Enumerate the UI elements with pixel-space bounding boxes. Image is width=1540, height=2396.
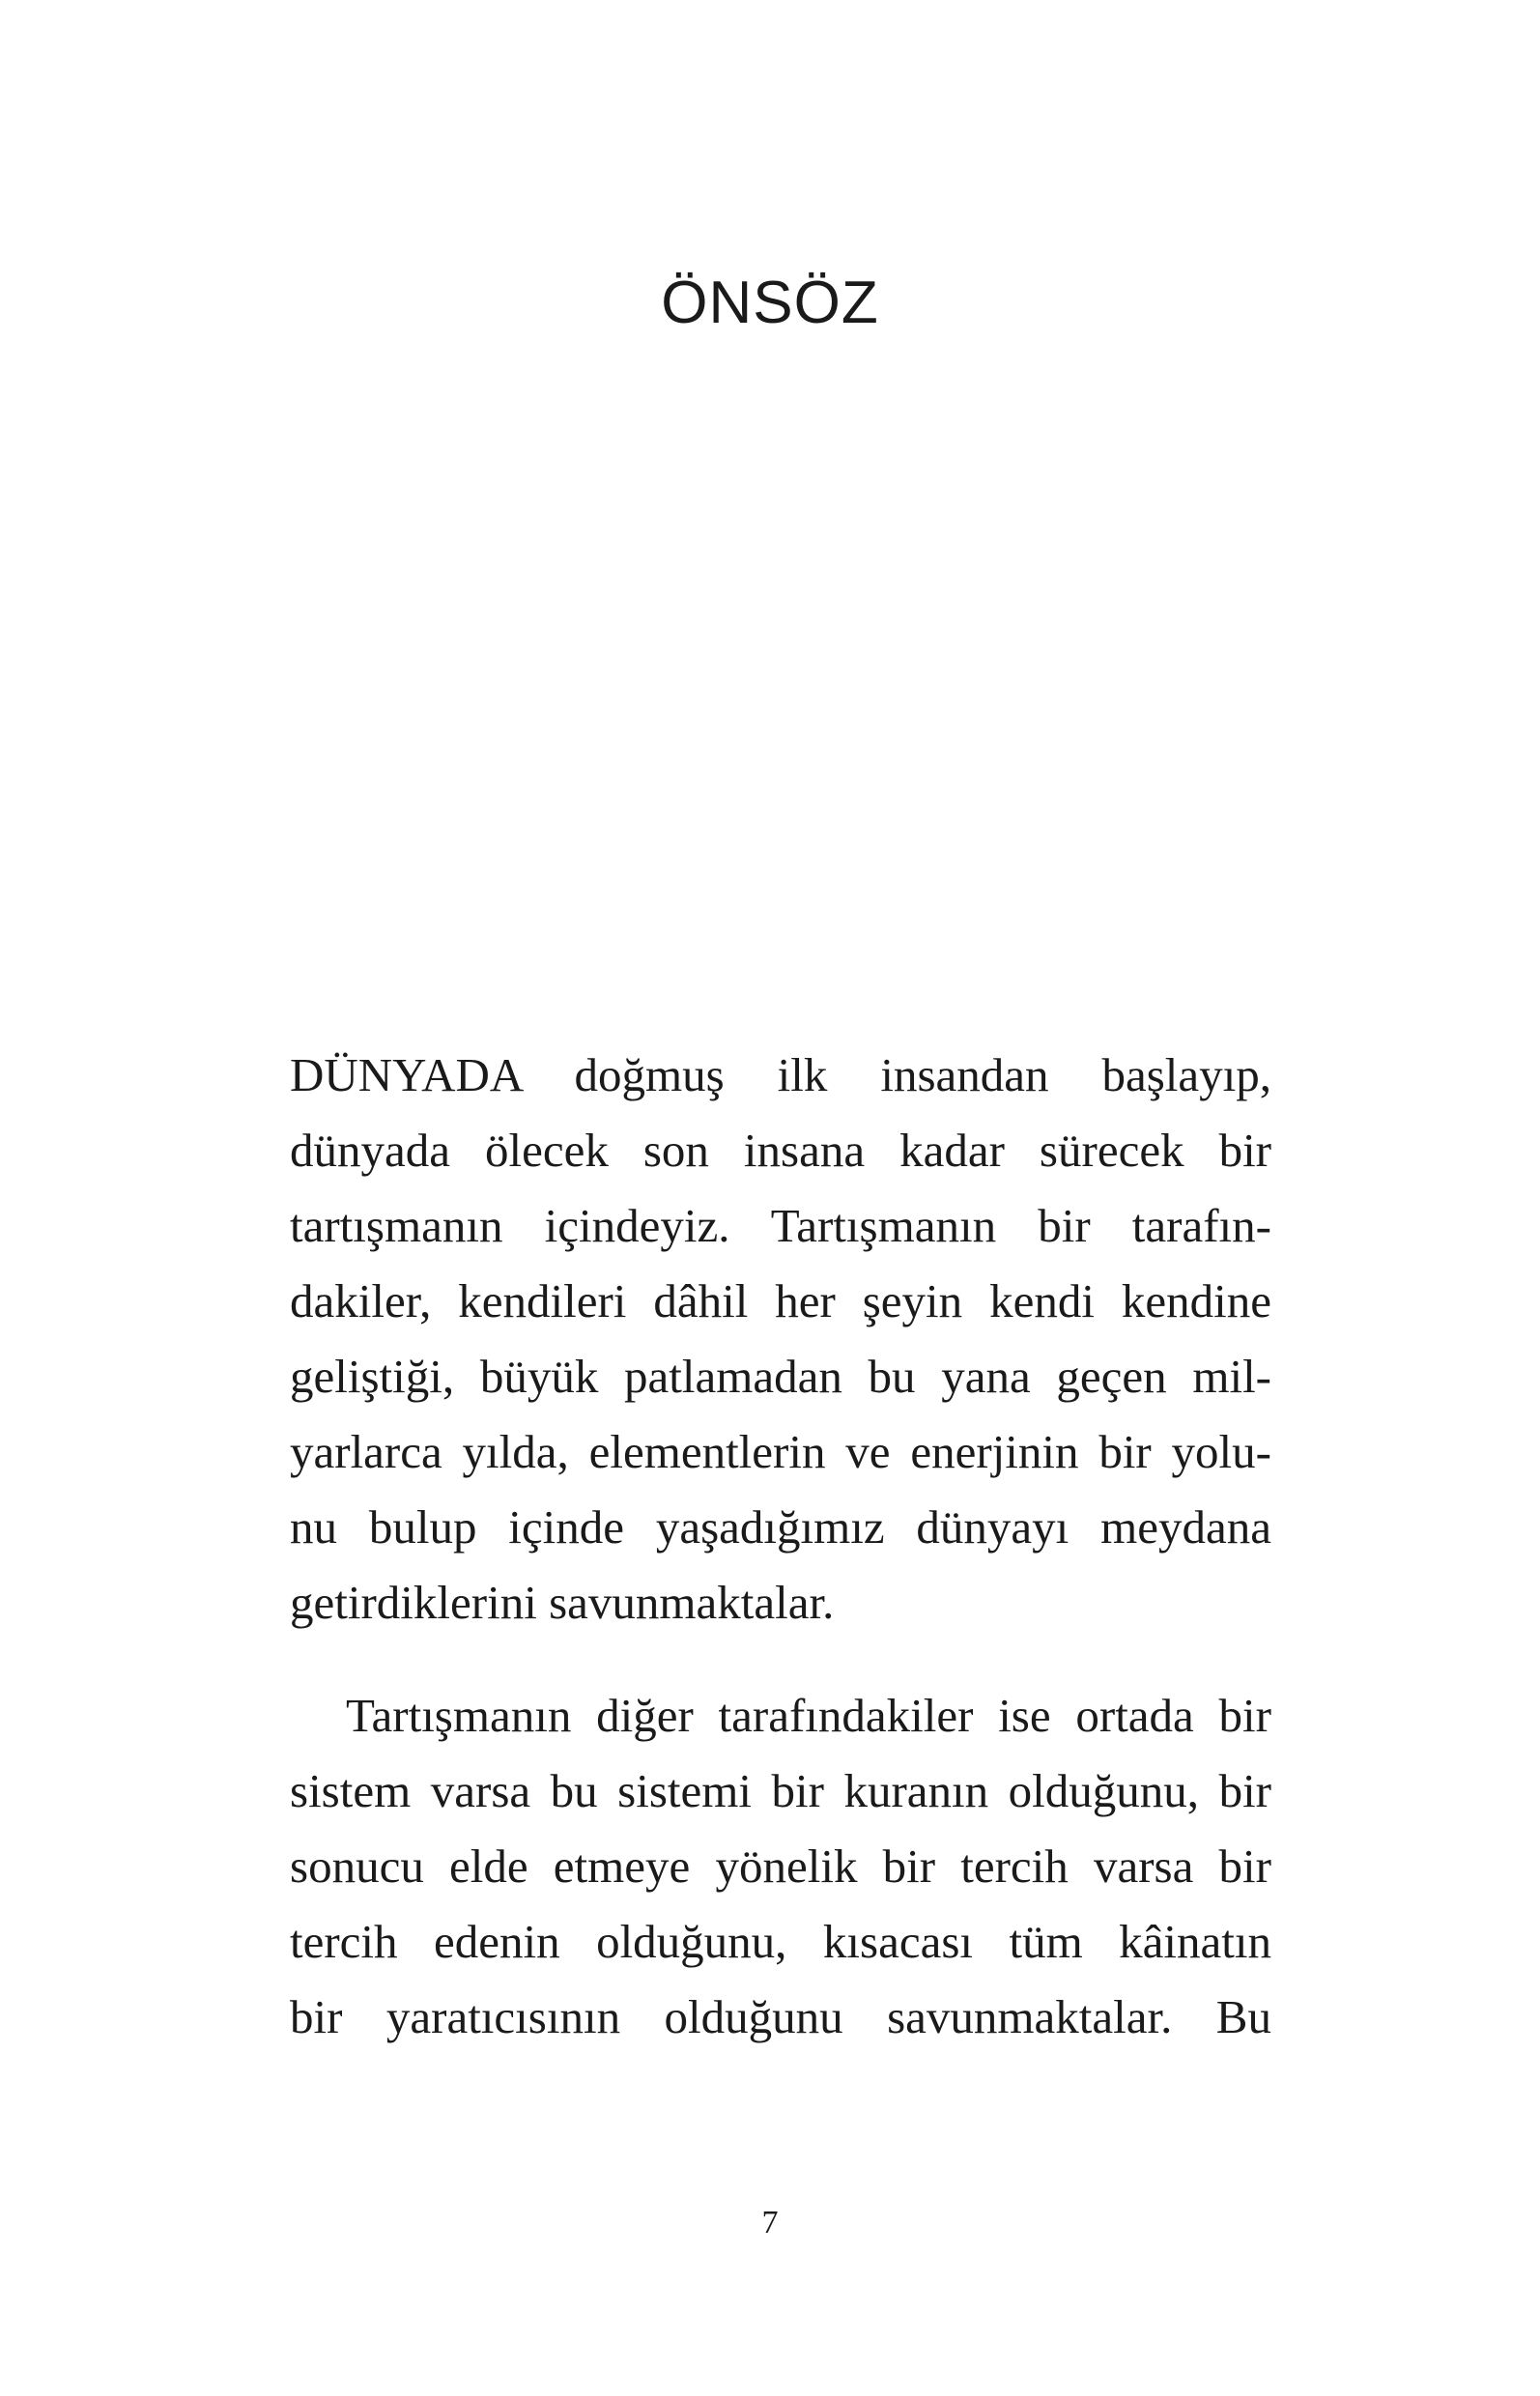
text-line: tartışmanın içindeyiz. Tartışmanın bir tarafın- — [290, 1199, 1271, 1252]
text-line: Tartışmanın diğer tarafındakiler ise ortada bir — [346, 1689, 1271, 1742]
text-line: dünyada ölecek son insana kadar sürecek bir — [290, 1124, 1271, 1177]
page-title: ÖNSÖZ — [661, 270, 879, 336]
text-line: dakiler, kendileri dâhil her şeyin kendi kendine — [290, 1274, 1271, 1327]
text-line: sonucu elde etmeye yönelik bir tercih varsa bir — [290, 1840, 1271, 1893]
text-line: tercih edenin olduğunu, kısacası tüm kâinatın — [290, 1915, 1271, 1968]
text-line: getirdiklerini savunmaktalar. — [290, 1576, 835, 1629]
paragraph — [290, 1038, 1271, 1640]
body-text — [290, 1038, 1271, 2055]
text-line: DÜNYADA doğmuş ilk insandan başlayıp, — [290, 1048, 1271, 1101]
text-line: nu bulup içinde yaşadığımız dünyayı meydana — [290, 1500, 1271, 1554]
page-number: 7 — [761, 2205, 779, 2240]
text-line: yarlarca yılda, elementlerin ve enerjinin bir yolu- — [290, 1425, 1271, 1478]
text-line: geliştiği, büyük patlamadan bu yana geçen mil- — [290, 1350, 1271, 1403]
paragraph — [290, 1678, 1271, 2055]
text-line: bir yaratıcısının olduğunu savunmaktalar. Bu — [290, 1990, 1271, 2043]
paragraph-spacer — [290, 1640, 1271, 1678]
text-line: sistem varsa bu sistemi bir kuranın olduğunu, bir — [290, 1764, 1271, 1817]
